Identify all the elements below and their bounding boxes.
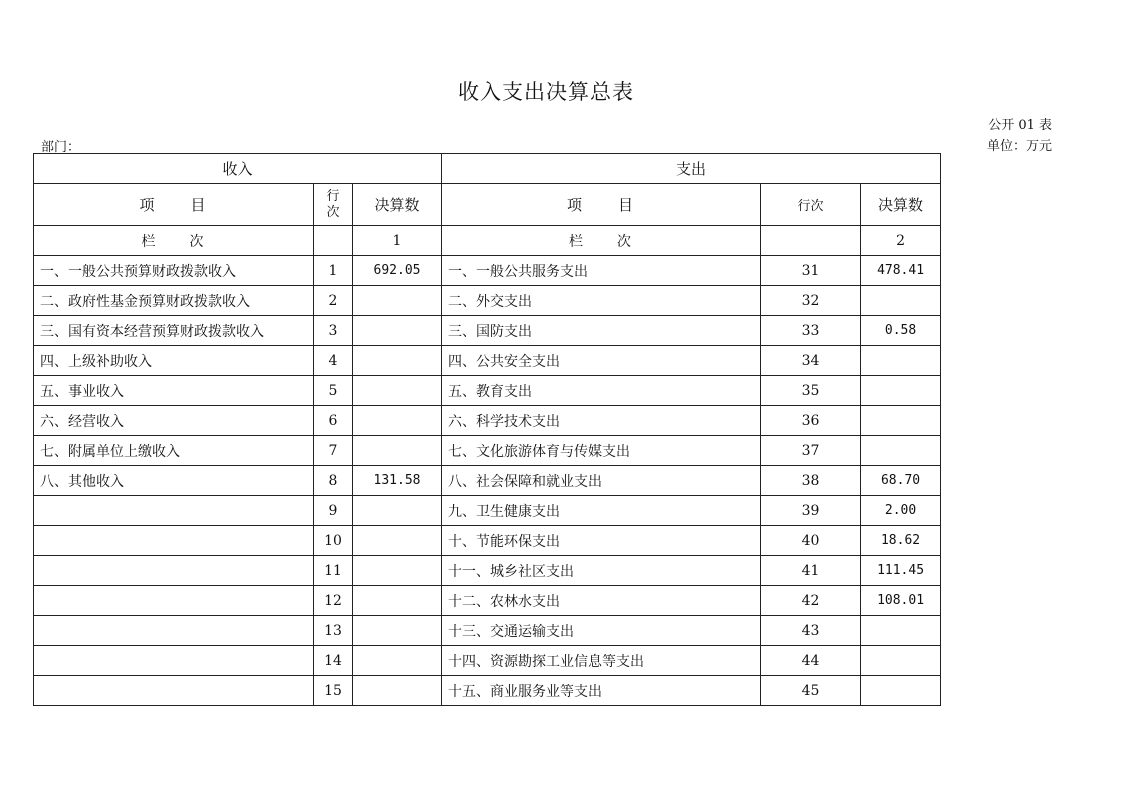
section-header-row — [34, 154, 941, 184]
expenditure-row-no: 34 — [761, 346, 861, 376]
expenditure-row-no: 33 — [761, 316, 861, 346]
unit-label: 单位：万元 — [986, 139, 1052, 154]
row-no-char-2: 次 — [326, 204, 340, 220]
page-title: 收入支出决算总表 — [458, 80, 634, 104]
income-row-no: 14 — [314, 646, 353, 676]
income-amount — [353, 346, 442, 376]
department-label: 部门： — [41, 140, 81, 155]
income-amount — [353, 676, 442, 706]
income-item: 六、经营收入 — [34, 406, 314, 436]
income-item — [34, 676, 314, 706]
expenditure-row-no: 43 — [761, 616, 861, 646]
expenditure-item: 五、教育支出 — [442, 376, 761, 406]
income-item — [34, 616, 314, 646]
income-expenditure-table — [33, 153, 941, 706]
expenditure-amount — [861, 286, 941, 316]
expenditure-amount — [861, 376, 941, 406]
expenditure-row-no: 38 — [761, 466, 861, 496]
table-row — [34, 346, 941, 376]
income-row-no: 5 — [314, 376, 353, 406]
table-row — [34, 376, 941, 406]
income-item: 五、事业收入 — [34, 376, 314, 406]
income-amount-header: 决算数 — [353, 184, 442, 226]
income-amount — [353, 286, 442, 316]
expenditure-lanci-blank — [761, 226, 861, 256]
income-row-no: 13 — [314, 616, 353, 646]
expenditure-row-no: 36 — [761, 406, 861, 436]
income-lanci-blank — [314, 226, 353, 256]
income-amount — [353, 616, 442, 646]
income-item-header: 项 目 — [34, 184, 314, 226]
table-row — [34, 556, 941, 586]
income-item — [34, 526, 314, 556]
expenditure-row-no: 40 — [761, 526, 861, 556]
expenditure-item: 一、一般公共服务支出 — [442, 256, 761, 286]
expenditure-item: 二、外交支出 — [442, 286, 761, 316]
table-row — [34, 316, 941, 346]
income-item: 三、国有资本经营预算财政拨款收入 — [34, 316, 314, 346]
income-header: 收入 — [34, 154, 442, 184]
table-row — [34, 406, 941, 436]
income-amount — [353, 646, 442, 676]
expenditure-amount-header: 决算数 — [861, 184, 941, 226]
expenditure-amount: 108.01 — [861, 586, 941, 616]
income-row-no: 2 — [314, 286, 353, 316]
income-amount — [353, 436, 442, 466]
expenditure-item: 九、卫生健康支出 — [442, 496, 761, 526]
income-row-no: 12 — [314, 586, 353, 616]
expenditure-row-no: 31 — [761, 256, 861, 286]
income-amount: 692.05 — [353, 256, 442, 286]
income-item: 二、政府性基金预算财政拨款收入 — [34, 286, 314, 316]
income-item — [34, 586, 314, 616]
expenditure-item: 七、文化旅游体育与传媒支出 — [442, 436, 761, 466]
income-amount — [353, 316, 442, 346]
expenditure-amount: 0.58 — [861, 316, 941, 346]
expenditure-amount — [861, 406, 941, 436]
expenditure-item: 十二、农林水支出 — [442, 586, 761, 616]
income-amount — [353, 376, 442, 406]
expenditure-item: 十四、资源勘探工业信息等支出 — [442, 646, 761, 676]
income-item — [34, 496, 314, 526]
expenditure-row-no: 44 — [761, 646, 861, 676]
expenditure-item: 十、节能环保支出 — [442, 526, 761, 556]
lanci-row — [34, 226, 941, 256]
expenditure-row-no: 39 — [761, 496, 861, 526]
expenditure-row-no: 37 — [761, 436, 861, 466]
income-row-no: 1 — [314, 256, 353, 286]
income-amount — [353, 526, 442, 556]
table-row — [34, 496, 941, 526]
table-row — [34, 526, 941, 556]
income-amount — [353, 586, 442, 616]
expenditure-amount: 18.62 — [861, 526, 941, 556]
expenditure-row-no: 42 — [761, 586, 861, 616]
expenditure-amount — [861, 436, 941, 466]
expenditure-amount — [861, 616, 941, 646]
income-row-no: 3 — [314, 316, 353, 346]
table-row — [34, 676, 941, 706]
expenditure-row-no: 45 — [761, 676, 861, 706]
column-header-row — [34, 184, 941, 226]
table-row — [34, 286, 941, 316]
income-lanci-col: 1 — [353, 226, 442, 256]
income-amount — [353, 406, 442, 436]
income-row-no: 8 — [314, 466, 353, 496]
income-lanci-label: 栏 次 — [34, 226, 314, 256]
expenditure-amount: 478.41 — [861, 256, 941, 286]
expenditure-row-no: 41 — [761, 556, 861, 586]
expenditure-amount: 111.45 — [861, 556, 941, 586]
expenditure-row-no-header: 行次 — [761, 184, 861, 226]
expenditure-row-no: 32 — [761, 286, 861, 316]
income-item: 七、附属单位上缴收入 — [34, 436, 314, 466]
table-row — [34, 646, 941, 676]
table-row — [34, 436, 941, 466]
income-row-no: 6 — [314, 406, 353, 436]
form-code: 公开 01 表 — [988, 118, 1052, 133]
expenditure-header: 支出 — [442, 154, 941, 184]
income-row-no: 15 — [314, 676, 353, 706]
income-item — [34, 646, 314, 676]
row-no-char-1: 行 — [326, 188, 340, 204]
expenditure-item: 四、公共安全支出 — [442, 346, 761, 376]
income-row-no: 10 — [314, 526, 353, 556]
income-row-no: 9 — [314, 496, 353, 526]
expenditure-row-no: 35 — [761, 376, 861, 406]
table-row — [34, 466, 941, 496]
expenditure-item: 六、科学技术支出 — [442, 406, 761, 436]
table-row — [34, 616, 941, 646]
expenditure-item-header: 项 目 — [442, 184, 761, 226]
income-row-no-header — [314, 184, 353, 226]
expenditure-amount — [861, 646, 941, 676]
expenditure-lanci-col: 2 — [861, 226, 941, 256]
expenditure-item: 八、社会保障和就业支出 — [442, 466, 761, 496]
expenditure-item: 十五、商业服务业等支出 — [442, 676, 761, 706]
income-amount: 131.58 — [353, 466, 442, 496]
expenditure-item: 三、国防支出 — [442, 316, 761, 346]
income-row-no: 11 — [314, 556, 353, 586]
expenditure-amount — [861, 676, 941, 706]
income-amount — [353, 556, 442, 586]
table-row — [34, 256, 941, 286]
income-item — [34, 556, 314, 586]
income-row-no: 4 — [314, 346, 353, 376]
table-row — [34, 586, 941, 616]
expenditure-amount: 68.70 — [861, 466, 941, 496]
expenditure-lanci-label: 栏 次 — [442, 226, 761, 256]
income-amount — [353, 496, 442, 526]
income-item: 四、上级补助收入 — [34, 346, 314, 376]
income-item: 一、一般公共预算财政拨款收入 — [34, 256, 314, 286]
expenditure-amount — [861, 346, 941, 376]
expenditure-item: 十一、城乡社区支出 — [442, 556, 761, 586]
income-row-no: 7 — [314, 436, 353, 466]
expenditure-amount: 2.00 — [861, 496, 941, 526]
expenditure-item: 十三、交通运输支出 — [442, 616, 761, 646]
income-item: 八、其他收入 — [34, 466, 314, 496]
